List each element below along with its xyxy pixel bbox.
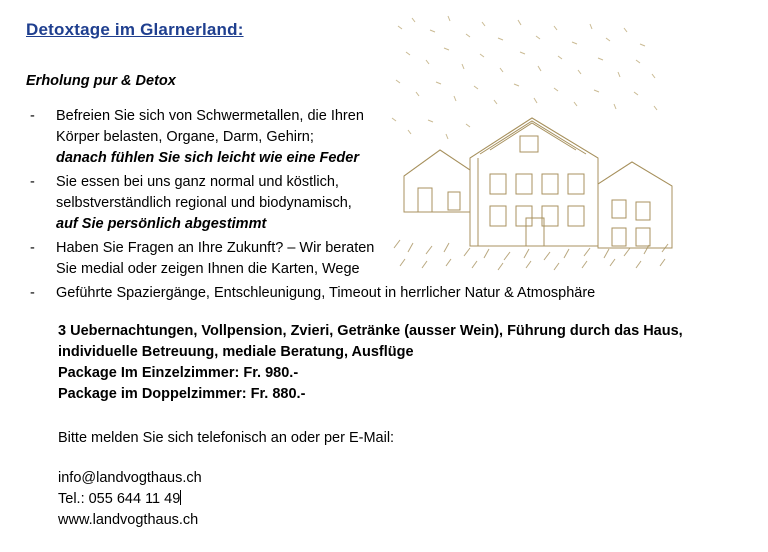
list-item	[30, 172, 720, 235]
benefits-list	[30, 106, 720, 307]
list-bullet-marker: -	[30, 174, 35, 190]
list-item-line: Geführte Spaziergänge, Entschleunigung, Timeout in herrlicher Natur & Atmosphäre	[56, 285, 596, 301]
list-bullet-marker: -	[30, 285, 35, 301]
list-item-line: Körper belasten, Organe, Darm, Gehirn;	[56, 129, 314, 145]
list-item-line-emphasis: danach fühlen Sie sich leicht wie eine Feder	[56, 150, 359, 166]
list-item-text	[56, 238, 374, 280]
contact-phone-line	[58, 489, 202, 510]
contact-intro-text: Bitte melden Sie sich telefonisch an oder per E-Mail:	[58, 430, 395, 446]
document-subtitle: Erholung pur & Detox	[26, 73, 176, 89]
contact-website: www.landvogthaus.ch	[58, 512, 199, 528]
list-item	[30, 238, 720, 280]
contact-details	[58, 468, 202, 531]
list-bullet-marker: -	[30, 240, 35, 256]
list-item-text	[56, 106, 364, 169]
list-item-line-emphasis: auf Sie persönlich abgestimmt	[56, 216, 267, 232]
package-double-room-price: Package im Doppelzimmer: Fr. 880.-	[58, 386, 306, 402]
list-item-line: Sie medial oder zeigen Ihnen die Karten, Wege	[56, 261, 360, 277]
package-inclusions: 3 Uebernachtungen, Vollpension, Zvieri, Getränke (ausser Wein), Führung durch das Haus, individuelle Betreuung, mediale Beratung, Ausflüge	[58, 323, 687, 360]
list-item	[30, 106, 720, 169]
list-bullet-marker: -	[30, 108, 35, 124]
list-item-line: Haben Sie Fragen an Ihre Zukunft? – Wir beraten	[56, 240, 375, 256]
list-item-line: Befreien Sie sich von Schwermetallen, die Ihren	[56, 108, 364, 124]
list-item	[30, 283, 720, 304]
package-details	[58, 321, 738, 405]
page-title: Detoxtage im Glarnerland:	[26, 20, 244, 39]
list-item-line: selbstverständlich regional und biodynamisch,	[56, 195, 352, 211]
list-item-text	[56, 172, 352, 235]
text-cursor	[180, 490, 181, 505]
contact-phone: Tel.: 055 644 11 49	[58, 491, 181, 507]
contact-email: info@landvogthaus.ch	[58, 470, 202, 486]
list-item-text	[56, 283, 595, 304]
list-item-line: Sie essen bei uns ganz normal und köstlich,	[56, 174, 339, 190]
package-single-room-price: Package Im Einzelzimmer: Fr. 980.-	[58, 365, 299, 381]
